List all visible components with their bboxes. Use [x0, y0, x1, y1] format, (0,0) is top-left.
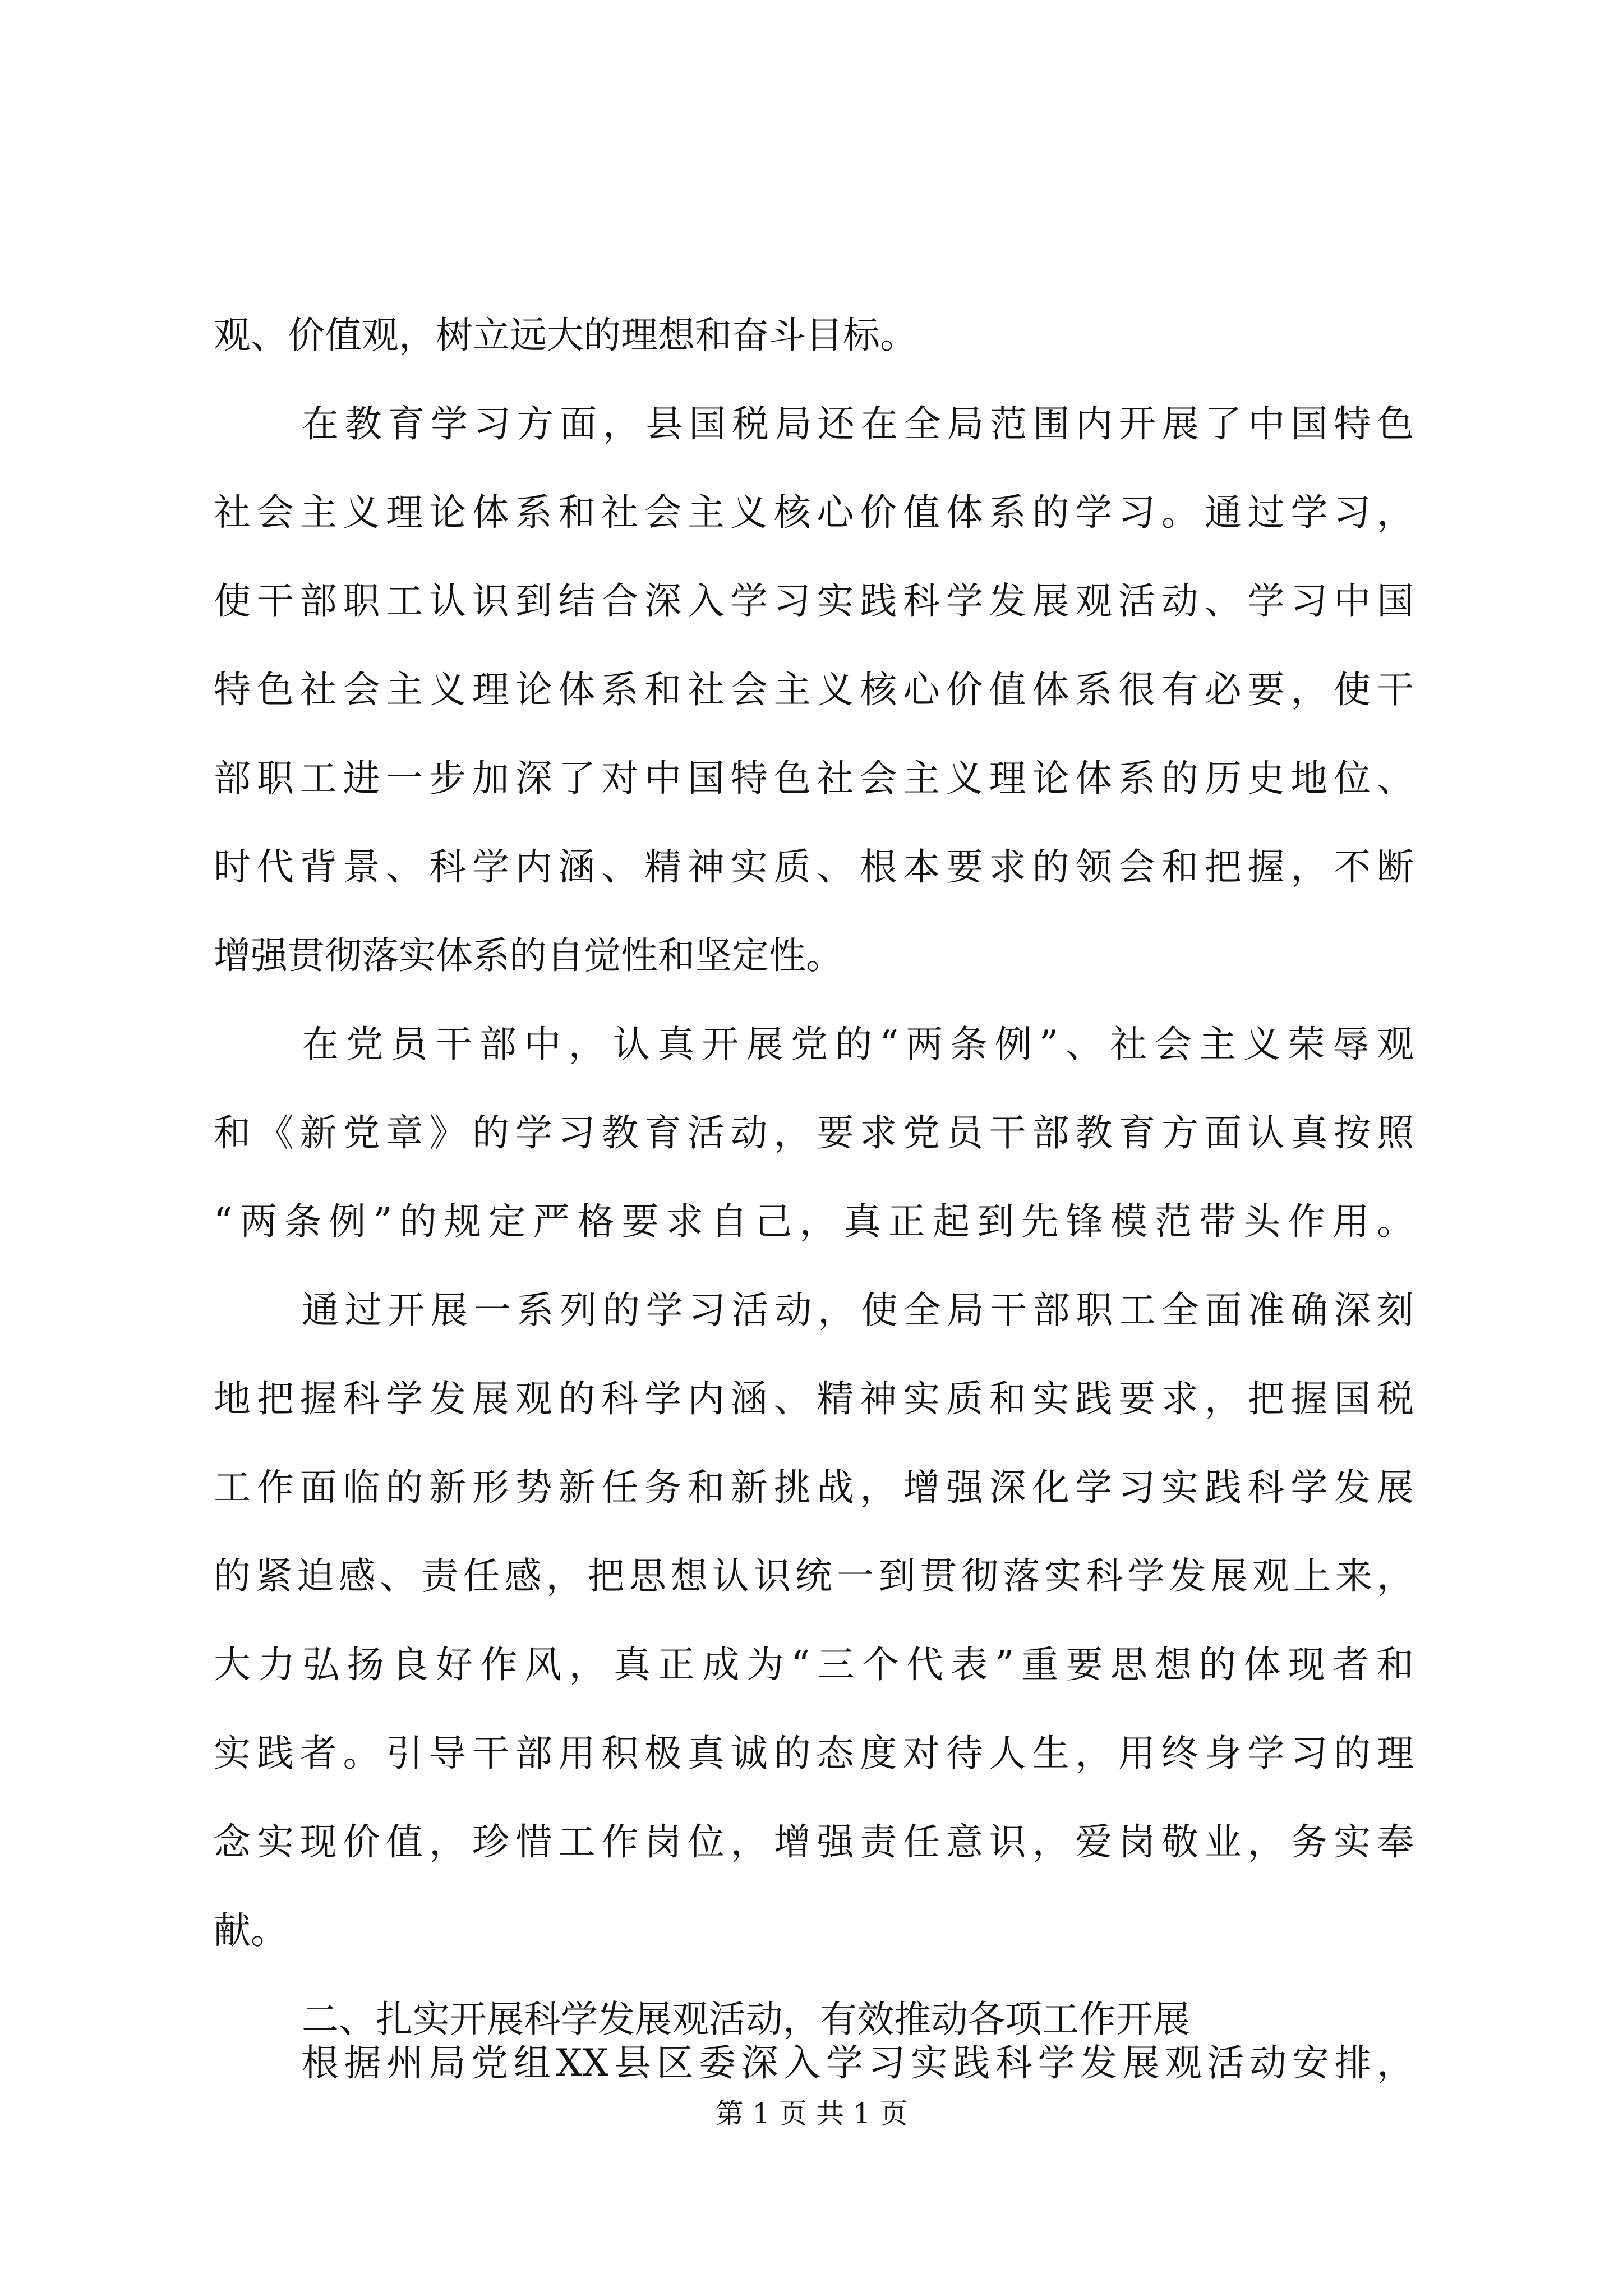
text-line: 特色社会主义理论体系和社会主义核心价值体系很有必要，使干	[214, 668, 1414, 711]
text-line: 使干部职工认识到结合深入学习实践科学发展观活动、学习中国	[214, 579, 1414, 623]
text-line: 实践者。引导干部用积极真诚的态度对待人生，用终身学习的理	[214, 1732, 1414, 1775]
text-line: 念实现价值，珍惜工作岗位，增强责任意识，爱岗敬业，务实奉	[214, 1820, 1414, 1864]
text-line: 增强贯彻落实体系的自觉性和坚定性。	[214, 934, 843, 977]
paragraph-first-line: 在教育学习方面，县国税局还在全局范围内开展了中国特色	[302, 402, 1414, 445]
text-line: 观、价值观，树立远大的理想和奋斗目标。	[214, 314, 917, 357]
text-line: 社会主义理论体系和社会主义核心价值体系的学习。通过学习，	[214, 491, 1414, 534]
text-line: 献。	[214, 1909, 288, 1952]
text-line: 的紧迫感、责任感，把思想认识统一到贯彻落实科学发展观上来，	[214, 1554, 1414, 1598]
section-heading: 二、扎实开展科学发展观活动，有效推动各项工作开展	[302, 1998, 1190, 2041]
text-line: 工作面临的新形势新任务和新挑战，增强深化学习实践科学发展	[214, 1466, 1414, 1509]
paragraph-first-line: 通过开展一系列的学习活动，使全局干部职工全面准确深刻	[302, 1289, 1414, 1332]
text-line: 大力弘扬良好作风，真正成为“三个代表”重要思想的体现者和	[214, 1643, 1414, 1686]
page-footer: 第 1 页 共 1 页	[715, 2097, 908, 2130]
text-line: 和《新党章》的学习教育活动，要求党员干部教育方面认真按照	[214, 1111, 1414, 1154]
paragraph-first-line: 在党员干部中，认真开展党的“两条例”、社会主义荣辱观	[302, 1023, 1414, 1066]
paragraph-first-line: 根据州局党组XX县区委深入学习实践科学发展观活动安排，	[302, 2041, 1414, 2085]
text-line: 部职工进一步加深了对中国特色社会主义理论体系的历史地位、	[214, 757, 1414, 800]
text-line: 时代背景、科学内涵、精神实质、根本要求的领会和把握，不断	[214, 845, 1414, 889]
text-line: 地把握科学发展观的科学内涵、精神实质和实践要求，把握国税	[214, 1377, 1414, 1420]
text-line: “两条例”的规定严格要求自己，真正起到先锋模范带头作用。	[214, 1200, 1414, 1243]
